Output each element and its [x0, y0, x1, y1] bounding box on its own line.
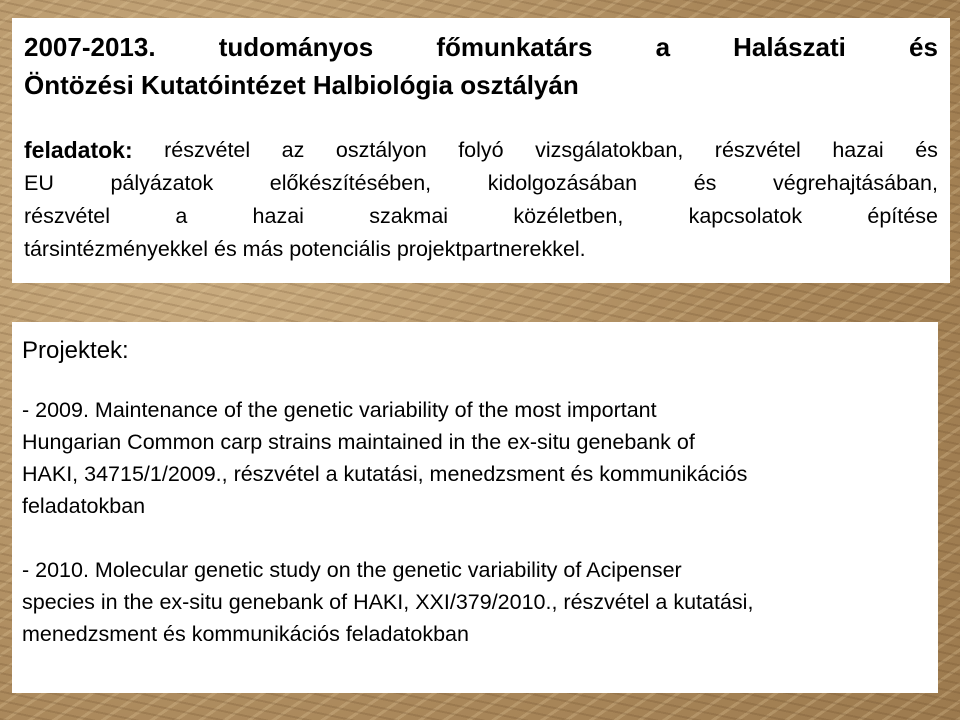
project-2009-line: HAKI, 34715/1/2009., részvétel a kutatási, menedzsment és kommunikációs — [22, 462, 748, 486]
career-panel — [12, 18, 950, 283]
projects-title: Projektek: — [22, 337, 129, 364]
tasks-word: kapcsolatok — [688, 204, 803, 228]
project-2010-line: species in the ex-situ genebank of HAKI, XXI/379/2010., részvétel a kutatási, — [22, 590, 754, 614]
project-2010 — [22, 554, 928, 650]
project-2009-line: - 2009. Maintenance of the genetic variability of the most important — [22, 398, 657, 422]
heading-word: és — [909, 32, 938, 62]
tasks-word: és — [915, 138, 938, 162]
project-2009-line: feladatokban — [22, 494, 146, 518]
project-2009-line: Hungarian Common carp strains maintained in the ex-situ genebank of — [22, 430, 695, 454]
tasks-line-3 — [24, 200, 938, 233]
tasks-line-2 — [24, 167, 938, 200]
tasks-word: hazai — [832, 138, 884, 162]
tasks-word: végrehajtásában, — [772, 171, 938, 195]
tasks-word: előkészítésében, — [269, 171, 432, 195]
tasks-word: szakmai — [369, 204, 449, 228]
tasks-word: részvétel — [714, 138, 801, 162]
heading-word: 2007-2013. — [24, 32, 156, 62]
tasks-line-4: társintézményekkel és más potenciális projektpartnerekkel. — [24, 237, 586, 261]
position-heading-line-1 — [24, 28, 938, 66]
tasks-word: kidolgozásában — [487, 171, 638, 195]
tasks-word: vizsgálatokban, — [535, 138, 684, 162]
project-2010-line: - 2010. Molecular genetic study on the genetic variability of Acipenser — [22, 558, 682, 582]
tasks-word: építése — [867, 204, 938, 228]
tasks-word: folyó — [458, 138, 504, 162]
heading-word: főmunkatárs — [436, 32, 593, 62]
tasks-word: részvétel — [164, 138, 251, 162]
heading-word: tudományos — [218, 32, 374, 62]
heading-word: Halászati — [733, 32, 846, 62]
tasks-word: részvétel — [24, 204, 111, 228]
tasks-word: hazai — [252, 204, 304, 228]
tasks-word: az — [281, 138, 305, 162]
project-2010-line: menedzsment és kommunikációs feladatokban — [22, 622, 469, 646]
project-2009 — [22, 394, 928, 522]
tasks-word: pályázatok — [110, 171, 214, 195]
tasks-word: és — [693, 171, 717, 195]
tasks-line-1 — [24, 134, 938, 167]
tasks-word: a — [175, 204, 188, 228]
tasks-word: közéletben, — [513, 204, 624, 228]
projects-panel — [12, 322, 938, 693]
heading-word: a — [655, 32, 671, 62]
position-heading-line-2: Öntözési Kutatóintézet Halbiológia osztályán — [24, 70, 579, 100]
tasks-label: feladatok: — [24, 137, 133, 163]
tasks-word: EU — [24, 171, 54, 195]
tasks-word: osztályon — [335, 138, 427, 162]
